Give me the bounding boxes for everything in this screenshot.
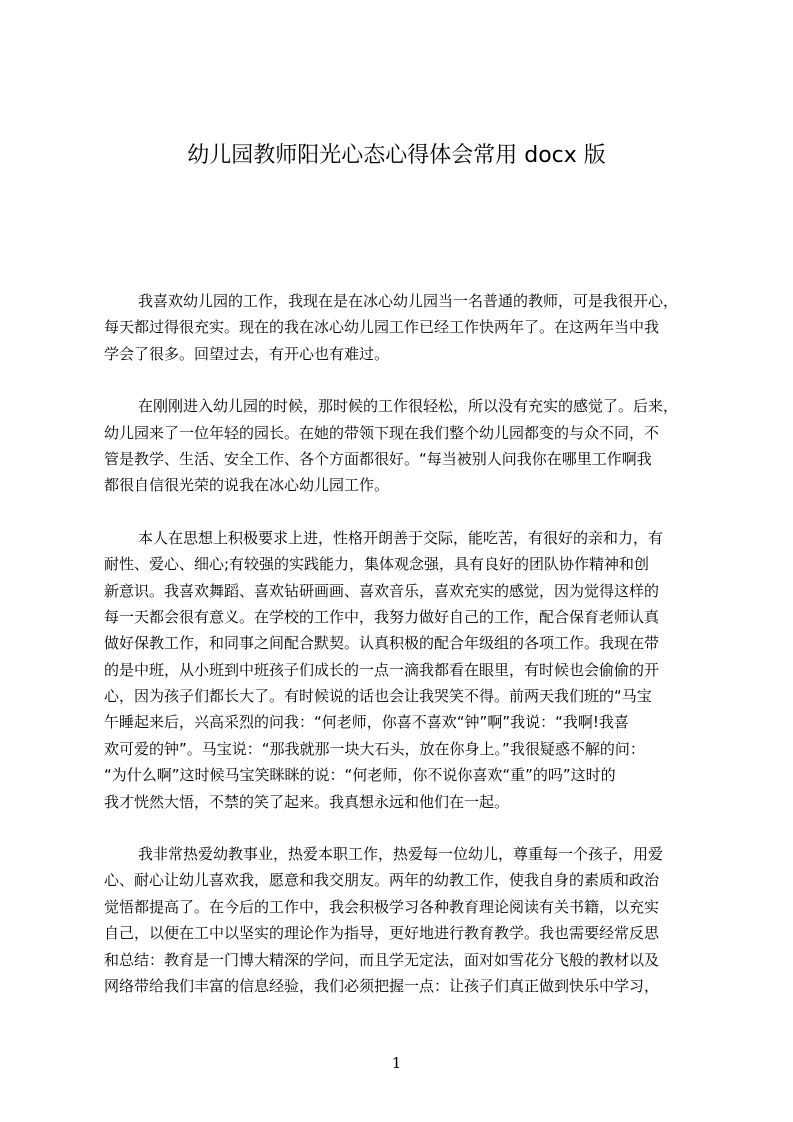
paragraph bbox=[104, 525, 708, 815]
text-line: 耐性、爱心、细心;有较强的实践能力，集体观念强，具有良好的团队协作精神和创 bbox=[104, 555, 650, 574]
text-line: 都很自信很光荣的说我在冰心幼儿园工作。 bbox=[104, 476, 390, 495]
text-line: 心、耐心让幼儿喜欢我，愿意和我交朋友。两年的幼教工作，使我自身的素质和政治 bbox=[104, 871, 660, 890]
text-line: 自己，以便在工中以坚实的理论作为指导，更好地进行教育教学。我也需要经常反思 bbox=[104, 924, 660, 943]
text-line: 我才恍然大悟，不禁的笑了起来。我真想永远和他们在一起。 bbox=[104, 792, 510, 811]
text-line: 心，因为孩子们都长大了。有时候说的话也会让我哭笑不得。前两天我们班的“马宝 bbox=[104, 687, 652, 706]
paragraph bbox=[104, 841, 708, 999]
paragraph bbox=[104, 393, 708, 499]
text-line: 每一天都会很有意义。在学校的工作中，我努力做好自己的工作，配合保育老师认真 bbox=[104, 607, 660, 626]
text-line: 本人在思想上积极要求上进，性格开朗善于交际，能吃苦，有很好的亲和力，有 bbox=[138, 528, 664, 547]
text-line: 我喜欢幼儿园的工作，我现在是在冰心幼儿园当一名普通的教师，可是我很开心， bbox=[138, 292, 679, 310]
text-line: 新意识。我喜欢舞蹈、喜欢钻研画画、喜欢音乐，喜欢充实的感觉，因为觉得这样的 bbox=[104, 581, 660, 600]
text-line: 幼儿园来了一位年轻的园长。在她的带领下现在我们整个幼儿园都变的与众不同，不 bbox=[104, 423, 660, 442]
text-line: 网络带给我们丰富的信息经验，我们必须把握一点：让孩子们真正做到快乐中学习， bbox=[104, 976, 660, 995]
text-line: 每天都过得很充实。现在的我在冰心幼儿园工作已经工作快两年了。在这两年当中我 bbox=[104, 318, 660, 337]
text-line: 的是中班，从小班到中班孩子们成长的一点一滴我都看在眼里，有时候也会偷偷的开 bbox=[104, 660, 660, 679]
paragraph bbox=[104, 288, 708, 367]
text-line: 午睡起来后，兴高采烈的问我：“何老师，你喜不喜欢“钟”啊”我说：“我啊!我喜 bbox=[104, 713, 629, 732]
text-line: “为什么啊”这时候马宝笑眯眯的说：“何老师，你不说你喜欢“重”的吗”这时的 bbox=[104, 766, 616, 785]
text-line: 我非常热爱幼教事业，热爱本职工作，热爱每一位幼儿，尊重每一个孩子，用爱 bbox=[138, 845, 664, 864]
text-line: 学会了很多。回望过去，有开心也有难过。 bbox=[104, 344, 390, 363]
text-line: 做好保教工作，和同事之间配合默契。认真积极的配合年级组的各项工作。我现在带 bbox=[104, 634, 660, 653]
text-line: 在刚刚进入幼儿园的时候，那时候的工作很轻松，所以没有充实的感觉了。后来， bbox=[138, 397, 679, 416]
text-line: 觉悟都提高了。在今后的工作中，我会积极学习各种教育理论阅读有关书籍，以充实 bbox=[104, 897, 660, 916]
text-line: 和总结：教育是一门博大精深的学问，而且学无定法，面对如雪花分飞般的教材以及 bbox=[104, 950, 660, 969]
text-line: 欢可爱的钟”。马宝说：“那我就那一块大石头，放在你身上。”我很疑惑不解的问： bbox=[104, 739, 645, 758]
document-body bbox=[104, 288, 708, 1025]
page-number: 1 bbox=[391, 1054, 402, 1072]
text-line: 管是教学、生活、安全工作、各个方面都很好。“每当被别人问我你在哪里工作啊我 bbox=[104, 449, 652, 468]
document-title: 幼儿园教师阳光心态心得体会常用 docx 版 bbox=[187, 143, 606, 168]
